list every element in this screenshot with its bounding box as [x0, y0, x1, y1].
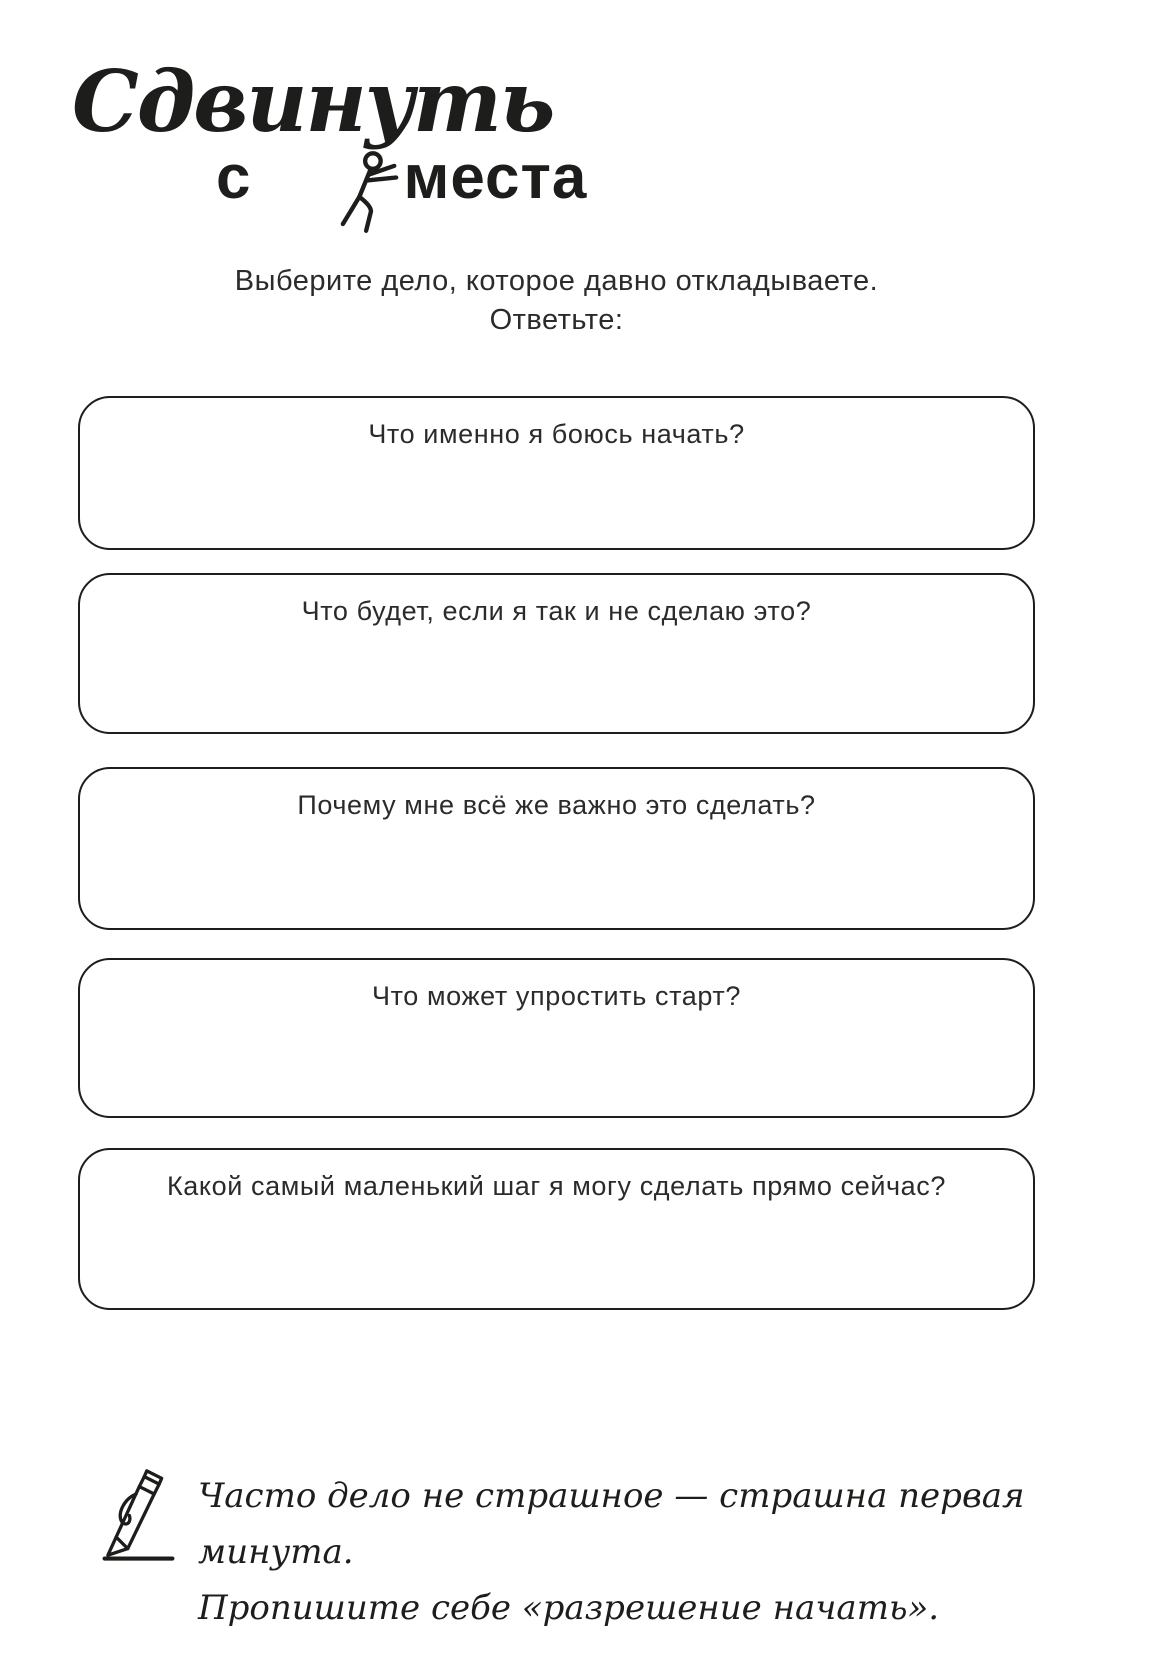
title-word-s: с: [216, 143, 252, 212]
question-label-3: Почему мне всё же важно это сделать?: [297, 790, 816, 820]
page-title-line2: [216, 142, 587, 236]
answer-box-4[interactable]: [78, 958, 1035, 1118]
intro-line-1: Выберите дело, которое давно откладываете.: [234, 265, 879, 297]
question-label-1: Что именно я боюсь начать?: [368, 419, 745, 449]
footer-line-2: Пропишите себе «разрешение начать».: [198, 1588, 940, 1628]
intro-text: [78, 262, 1035, 340]
page-title-script: Сдвинуть: [72, 52, 554, 151]
answer-box-2[interactable]: [78, 573, 1035, 734]
pushing-person-icon: [339, 150, 401, 236]
title-word-mesta: места: [403, 143, 588, 212]
pen-icon: [93, 1458, 179, 1578]
question-label-5: Какой самый маленький шаг я могу сделать прямо сейчас?: [166, 1171, 947, 1201]
footer-text: [198, 1468, 1088, 1636]
intro-line-2: Ответьте:: [489, 304, 624, 336]
footer-line-1: Часто дело не страшное — страшна первая минута.: [198, 1476, 1025, 1572]
answer-box-1[interactable]: [78, 396, 1035, 550]
question-label-2: Что будет, если я так и не сделаю это?: [301, 596, 812, 626]
answer-box-5[interactable]: [78, 1148, 1035, 1310]
question-label-4: Что может упростить старт?: [372, 981, 741, 1011]
answer-box-3[interactable]: [78, 767, 1035, 930]
